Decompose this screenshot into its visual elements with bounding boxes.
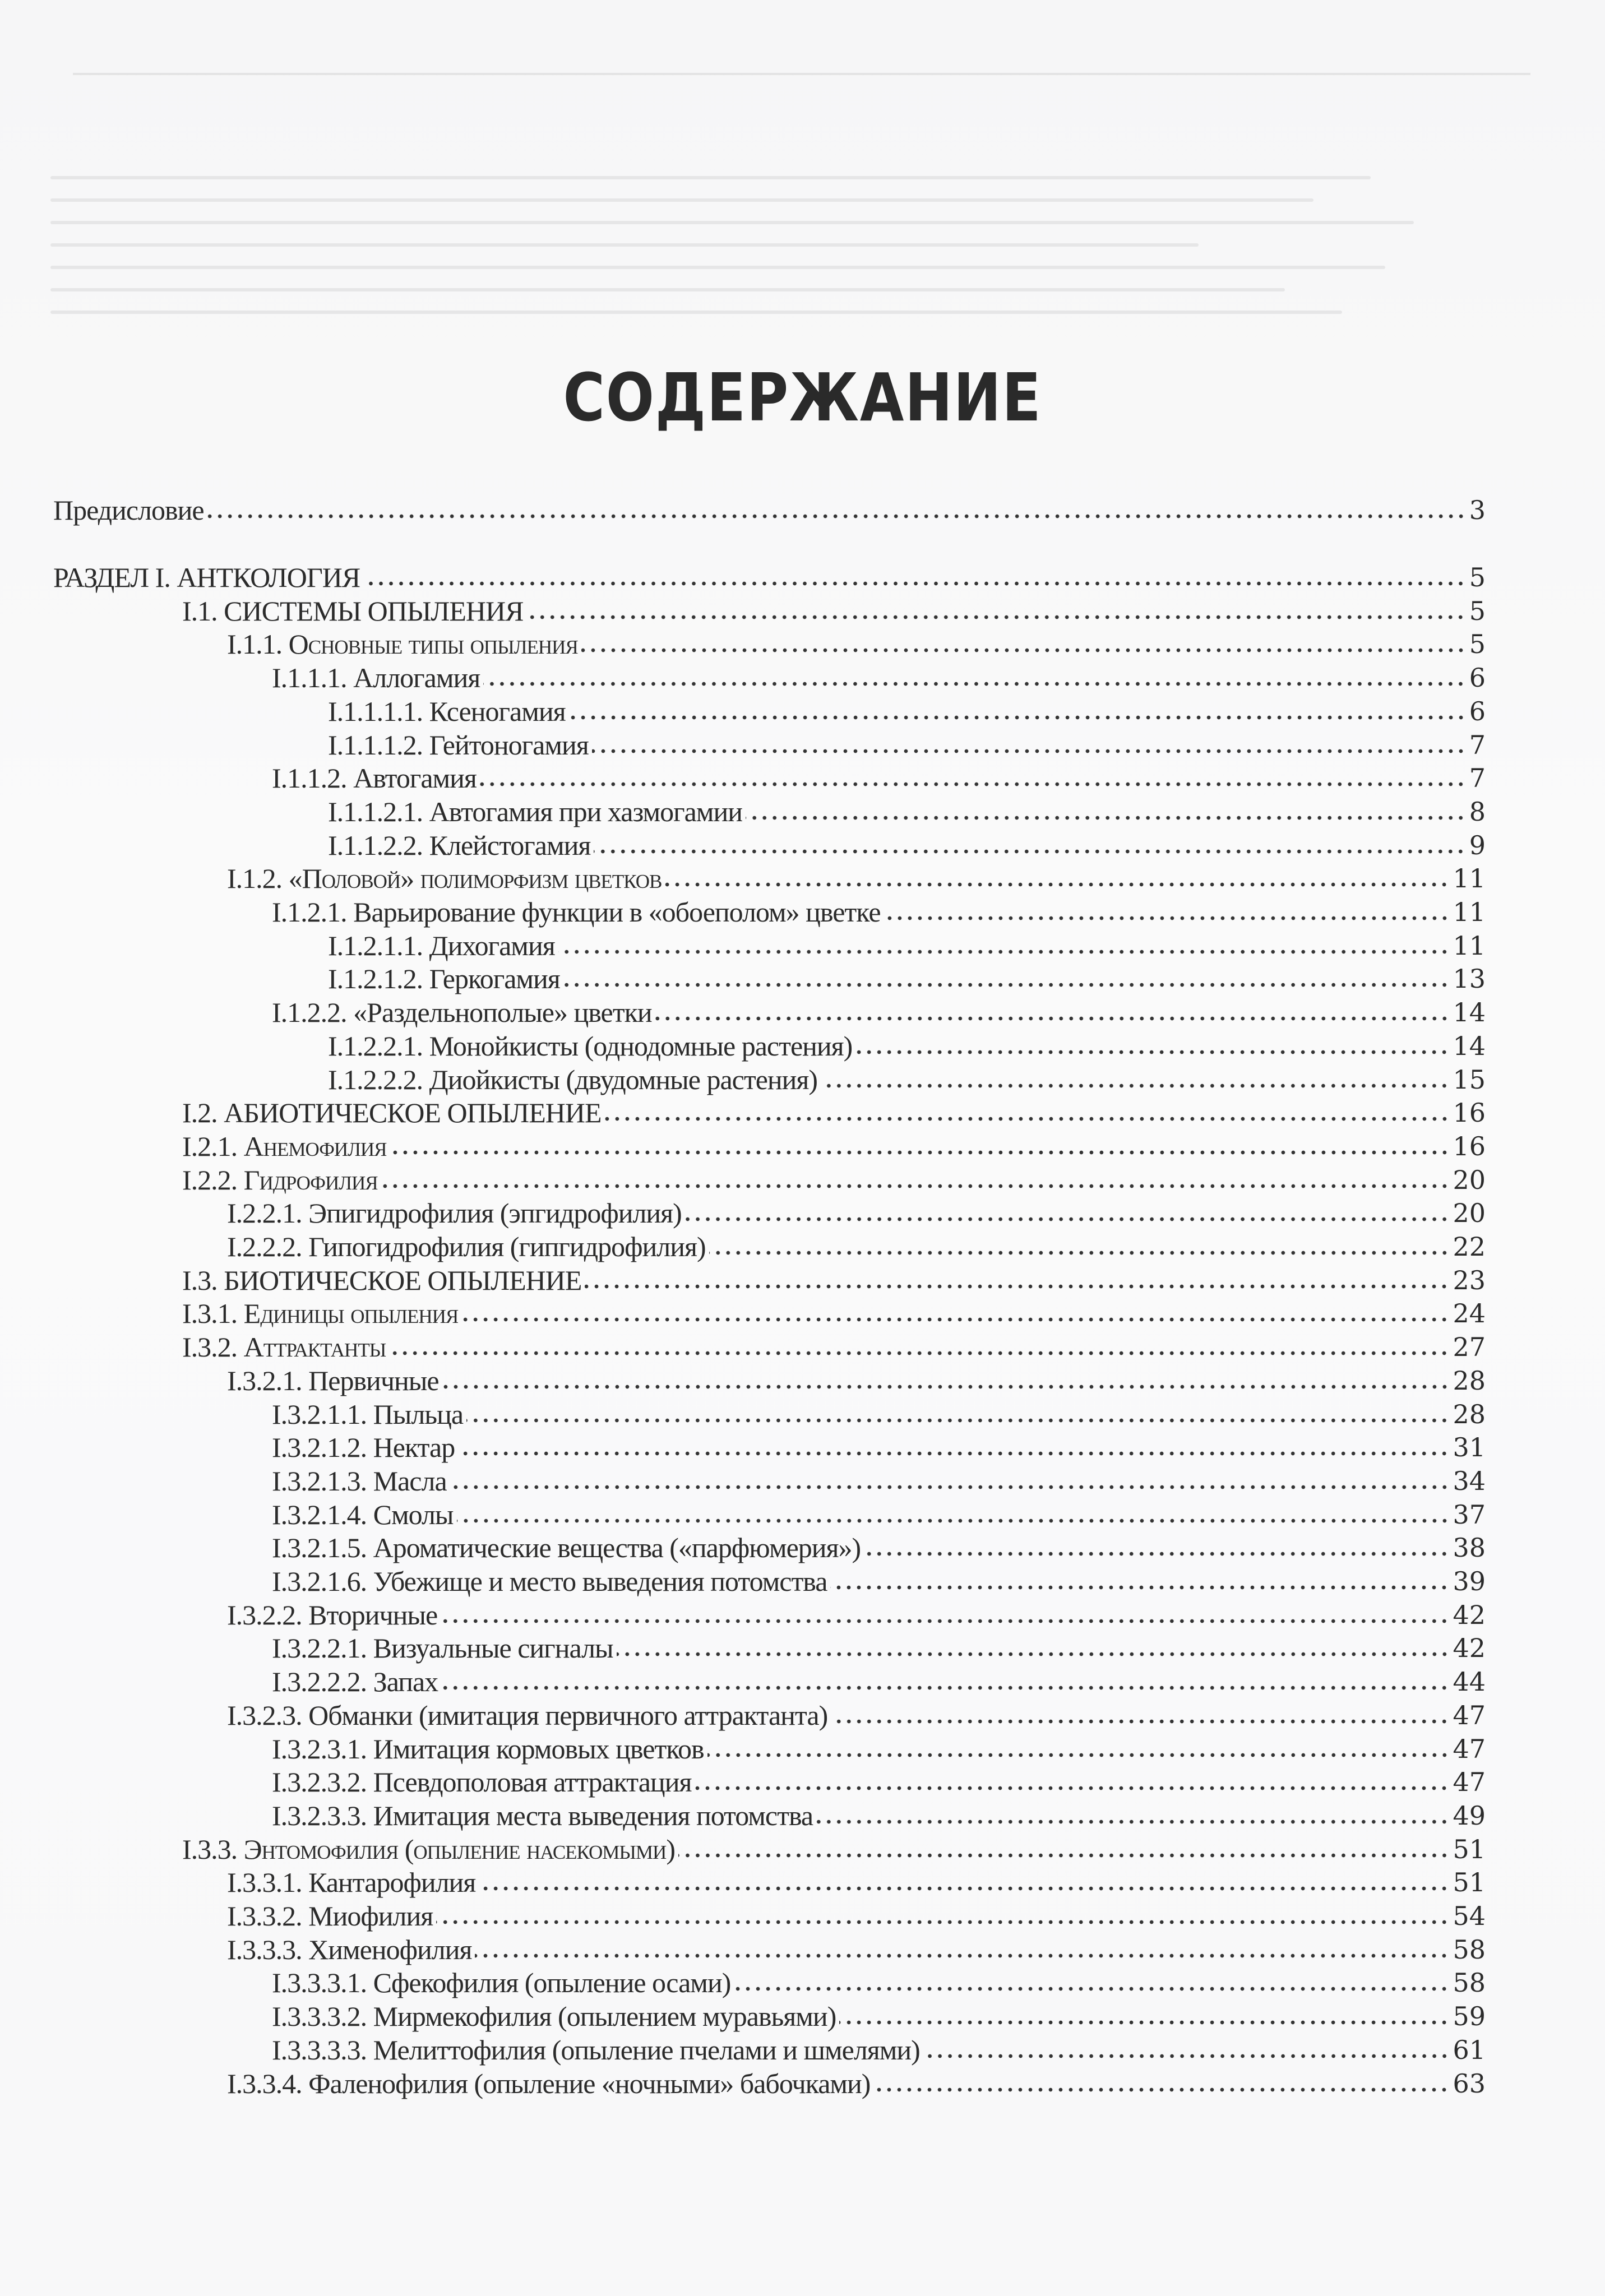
toc-page-number: 49 bbox=[1453, 1800, 1486, 1831]
toc-entry-title: I.3.2.3.1. Имитация кормовых цветков bbox=[272, 1733, 704, 1765]
toc-entry-title: I.3.2. Аттрактанты bbox=[182, 1331, 386, 1363]
toc-entry[interactable] bbox=[53, 594, 1486, 628]
toc-page-number: 11 bbox=[1453, 897, 1486, 927]
toc-entry-title: I.3.3.4. Фаленофилия (опыление «ночными» бабочками) bbox=[227, 2067, 871, 2099]
dot-leader bbox=[479, 1866, 1449, 1899]
toc-entry[interactable] bbox=[53, 1230, 1486, 1263]
dot-leader bbox=[441, 1665, 1449, 1698]
toc-entry[interactable] bbox=[53, 1564, 1486, 1598]
toc-page-number: 44 bbox=[1453, 1667, 1486, 1697]
toc-page-number: 23 bbox=[1453, 1265, 1486, 1295]
toc-entry[interactable] bbox=[53, 996, 1486, 1029]
toc-entry-title: I.3.2.2.1. Визуальные сигналы bbox=[272, 1632, 613, 1664]
toc-entry-title: I.3.2.1.1. Пыльца bbox=[272, 1398, 464, 1430]
toc-entry-title: I.3.2.3.3. Имитация места выведения потомства bbox=[272, 1799, 813, 1831]
dot-leader bbox=[442, 1364, 1450, 1397]
dot-leader bbox=[483, 661, 1465, 695]
toc-entry-title: I.2.2. Гидрофилия bbox=[182, 1164, 378, 1196]
dot-leader bbox=[389, 1330, 1449, 1364]
toc-entry[interactable] bbox=[53, 1464, 1486, 1498]
toc-entry-title: I.3.2.2.2. Запах bbox=[272, 1666, 438, 1698]
dot-leader bbox=[381, 1163, 1450, 1197]
toc-entry-title: I.1.1.2.1. Автогамия при хазмогамии bbox=[328, 795, 742, 827]
toc-entry[interactable] bbox=[53, 2033, 1486, 2067]
toc-entry[interactable] bbox=[53, 1029, 1486, 1063]
dot-leader bbox=[873, 2067, 1449, 2100]
toc-entry-title: I.3.3.3.3. Мелиттофилия (опыление пчелами и шмелями) bbox=[272, 2034, 920, 2066]
toc-page-number: 38 bbox=[1453, 1533, 1486, 1563]
dot-leader bbox=[436, 1899, 1449, 1933]
toc-entry[interactable] bbox=[53, 1799, 1486, 1832]
toc-entry[interactable] bbox=[53, 1866, 1486, 1899]
toc-entry-title: I.1.1.2.2. Клейстогамия bbox=[328, 829, 591, 861]
toc-page-number: 59 bbox=[1453, 2001, 1486, 2032]
reverse-side-bleed-through bbox=[50, 157, 1486, 493]
toc-entry-title: I.3.2.1.4. Смолы bbox=[272, 1498, 454, 1530]
toc-entry-title: I.3.3.1. Кантарофилия bbox=[227, 1867, 476, 1899]
dot-leader bbox=[594, 828, 1465, 862]
toc-entry[interactable] bbox=[53, 1598, 1486, 1632]
dot-leader bbox=[830, 1564, 1449, 1598]
toc-page-number: 58 bbox=[1453, 1968, 1486, 1998]
toc-entry[interactable] bbox=[53, 1698, 1486, 1732]
toc-entry[interactable] bbox=[53, 1899, 1486, 1933]
toc-entry[interactable] bbox=[53, 1364, 1486, 1397]
toc-entry[interactable] bbox=[53, 1933, 1486, 1966]
toc-page-number: 34 bbox=[1453, 1465, 1486, 1496]
toc-entry-title: I.3.2.1. Первичные bbox=[227, 1364, 439, 1396]
toc-entry-title: I.1.1. Основные типы опыления bbox=[227, 628, 578, 660]
dot-leader bbox=[746, 795, 1466, 828]
toc-entry-title: I.3.3. Энтомофилия (опыление насекомыми) bbox=[182, 1833, 675, 1865]
toc-page-number: 47 bbox=[1453, 1700, 1486, 1730]
toc-entry-title: I.1.2. «Половой» полиморфизм цветков bbox=[227, 863, 662, 895]
toc-entry[interactable] bbox=[53, 1531, 1486, 1564]
dot-leader bbox=[695, 1765, 1449, 1799]
toc-entry-title: I.1.2.2.2. Диойкисты (двудомные растения) bbox=[328, 1063, 818, 1095]
dot-leader bbox=[864, 1531, 1449, 1564]
dot-leader bbox=[207, 493, 1466, 527]
toc-entry-title: I.3.3.3. Хименофилия bbox=[227, 1933, 472, 1965]
toc-page-number: 5 bbox=[1469, 595, 1486, 626]
toc-page-number: 31 bbox=[1453, 1432, 1486, 1463]
dot-leader bbox=[592, 728, 1466, 762]
dot-leader bbox=[526, 594, 1465, 628]
toc-entry-title: I.3.2.1.5. Ароматические вещества («парфюмерия») bbox=[272, 1532, 861, 1564]
toc-entry[interactable] bbox=[53, 929, 1486, 962]
dot-leader bbox=[855, 1029, 1449, 1063]
toc-page-number: 58 bbox=[1453, 1934, 1486, 1965]
toc-entry-title: I.2.2.2. Гипогидрофилия (гипгидрофилия) bbox=[227, 1231, 706, 1262]
toc-entry[interactable] bbox=[53, 728, 1486, 762]
toc-page-number: 63 bbox=[1453, 2068, 1486, 2099]
toc-page-number: 5 bbox=[1469, 562, 1486, 592]
toc-page-number: 61 bbox=[1453, 2034, 1486, 2065]
dot-leader bbox=[839, 1999, 1449, 2033]
toc-entry-title: I.3.3.3.1. Сфекофилия (опыление осами) bbox=[272, 1967, 731, 1999]
toc-entry-title: I.2. АБИОТИЧЕСКОЕ ОПЫЛЕНИЕ bbox=[182, 1097, 602, 1129]
toc-entry[interactable] bbox=[53, 1330, 1486, 1364]
toc-entry-title: I.3.2.3. Обманки (имитация первичного аттрактанта) bbox=[227, 1699, 828, 1731]
dot-leader bbox=[678, 1832, 1449, 1866]
toc-entry[interactable] bbox=[53, 1999, 1486, 2033]
toc-entry[interactable] bbox=[53, 761, 1486, 795]
toc-page-number: 15 bbox=[1453, 1064, 1486, 1095]
dot-leader bbox=[558, 929, 1450, 962]
toc-page-number: 3 bbox=[1469, 495, 1486, 525]
toc-entry[interactable] bbox=[53, 1297, 1486, 1330]
dot-leader bbox=[569, 695, 1466, 728]
dot-leader bbox=[605, 1096, 1450, 1130]
toc-entry-title: I.1.2.2. «Раздельнополые» цветки bbox=[272, 997, 652, 1029]
dot-leader bbox=[480, 761, 1466, 795]
toc-page-number: 28 bbox=[1453, 1365, 1486, 1396]
toc-entry-title: I.1.1.1. Аллогамия bbox=[272, 662, 480, 694]
toc-entry[interactable] bbox=[53, 2067, 1486, 2100]
toc-entry-title: I.1.1.1.1. Ксеногамия bbox=[328, 695, 566, 727]
page-title: СОДЕРЖАНИЕ bbox=[563, 359, 1042, 436]
toc-entry[interactable] bbox=[53, 561, 1486, 594]
dot-leader bbox=[734, 1966, 1449, 1999]
dot-leader bbox=[821, 1063, 1449, 1096]
toc-page-number: 37 bbox=[1453, 1499, 1486, 1530]
toc-page-number: 6 bbox=[1469, 696, 1486, 726]
toc-entry[interactable] bbox=[53, 795, 1486, 828]
toc-entry[interactable] bbox=[53, 1966, 1486, 1999]
toc-entry-title: I.3.2.1.3. Масла bbox=[272, 1465, 447, 1497]
dot-leader bbox=[831, 1698, 1449, 1732]
toc-entry-title: I.1.1.1.2. Гейтоногамия bbox=[328, 729, 589, 761]
toc-page-number: 39 bbox=[1453, 1566, 1486, 1596]
dot-leader bbox=[390, 1130, 1450, 1163]
toc-page-number: 42 bbox=[1453, 1599, 1486, 1630]
toc-entry-title: I.2.2.1. Эпигидрофилия (эпгидрофилия) bbox=[227, 1197, 682, 1229]
toc-page-number: 16 bbox=[1453, 1098, 1486, 1128]
toc-page-number: 11 bbox=[1453, 930, 1486, 961]
dot-leader bbox=[585, 1263, 1449, 1297]
toc-entry[interactable] bbox=[53, 661, 1486, 695]
toc-entry-title: I.3.2.1.2. Нектар bbox=[272, 1432, 455, 1464]
toc-page-number: 54 bbox=[1453, 1901, 1486, 1931]
toc-entry-title: I.3. БИОТИЧЕСКОЕ ОПЫЛЕНИЕ bbox=[182, 1264, 582, 1296]
dot-leader bbox=[441, 1598, 1449, 1632]
toc-entry[interactable] bbox=[53, 962, 1486, 996]
toc-page-number: 51 bbox=[1453, 1867, 1486, 1898]
toc-page-number: 13 bbox=[1453, 964, 1486, 994]
toc-page-number: 20 bbox=[1453, 1164, 1486, 1195]
dot-leader bbox=[617, 1631, 1450, 1665]
toc-page-number: 28 bbox=[1453, 1399, 1486, 1429]
dot-leader bbox=[655, 996, 1450, 1029]
toc-entry-title: I.2.1. Анемофилия bbox=[182, 1130, 387, 1162]
toc-entry-title: I.3.2.1.6. Убежище и место выведения потомства bbox=[272, 1566, 827, 1597]
toc-entry[interactable] bbox=[53, 1196, 1486, 1230]
dot-leader bbox=[884, 895, 1450, 929]
dot-leader bbox=[450, 1464, 1450, 1498]
toc-entry[interactable] bbox=[53, 828, 1486, 862]
dot-leader bbox=[665, 862, 1449, 895]
toc-page-number: 16 bbox=[1453, 1131, 1486, 1161]
toc-entry-title: I.3.1. Единицы опыления bbox=[182, 1298, 459, 1330]
toc-entry[interactable] bbox=[53, 1498, 1486, 1531]
toc-page-number: 9 bbox=[1469, 830, 1486, 860]
dot-leader bbox=[923, 2033, 1450, 2067]
toc-entry-title: I.1.2.1.1. Дихогамия bbox=[328, 929, 555, 961]
toc-page-number: 6 bbox=[1469, 663, 1486, 693]
dot-leader bbox=[458, 1431, 1449, 1464]
toc-page-number: 51 bbox=[1453, 1834, 1486, 1864]
toc-entry[interactable] bbox=[53, 895, 1486, 929]
toc-entry[interactable] bbox=[53, 862, 1486, 895]
dot-leader bbox=[707, 1732, 1450, 1766]
toc-entry-title: I.1. СИСТЕМЫ ОПЫЛЕНИЯ bbox=[182, 595, 524, 627]
toc-entry-title: I.1.2.1.2. Геркогамия bbox=[328, 963, 560, 995]
toc-entry[interactable] bbox=[53, 1263, 1486, 1297]
dot-leader bbox=[563, 962, 1450, 996]
dot-leader bbox=[581, 627, 1466, 661]
toc-entry-title: I.1.2.1. Варьирование функции в «обоеполом» цветке bbox=[272, 896, 881, 928]
toc-page-number: 42 bbox=[1453, 1633, 1486, 1664]
toc-entry-title: I.1.1.2. Автогамия bbox=[272, 762, 477, 794]
toc-page-number: 11 bbox=[1453, 863, 1486, 894]
dot-leader bbox=[466, 1397, 1449, 1431]
toc-page-number: 14 bbox=[1453, 1030, 1486, 1061]
toc-entry[interactable] bbox=[53, 1130, 1486, 1163]
toc-page-number: 7 bbox=[1469, 763, 1486, 794]
dot-leader bbox=[816, 1799, 1449, 1832]
toc-page-number: 27 bbox=[1453, 1332, 1486, 1363]
toc-entry[interactable] bbox=[53, 1163, 1486, 1197]
toc-page-number: 47 bbox=[1453, 1733, 1486, 1764]
toc-entry[interactable] bbox=[53, 1765, 1486, 1799]
dot-leader bbox=[709, 1230, 1450, 1263]
toc-entry[interactable] bbox=[53, 1096, 1486, 1130]
dot-leader bbox=[457, 1498, 1450, 1531]
toc-page-number: 22 bbox=[1453, 1232, 1486, 1262]
toc-entry[interactable] bbox=[53, 1431, 1486, 1464]
toc-page-number: 24 bbox=[1453, 1298, 1486, 1329]
toc-entry[interactable] bbox=[53, 1665, 1486, 1698]
toc-page-number: 7 bbox=[1469, 729, 1486, 760]
dot-leader bbox=[685, 1196, 1450, 1230]
dot-leader bbox=[461, 1297, 1449, 1330]
toc-entry[interactable] bbox=[53, 1063, 1486, 1096]
toc-entry[interactable] bbox=[53, 1732, 1486, 1766]
toc-page-number: 20 bbox=[1453, 1198, 1486, 1229]
toc-entry-title: Предисловие bbox=[53, 494, 204, 526]
toc-page-number: 8 bbox=[1469, 796, 1486, 827]
toc-page-number: 14 bbox=[1453, 997, 1486, 1028]
dot-leader bbox=[475, 1933, 1449, 1966]
toc-entry[interactable] bbox=[53, 1397, 1486, 1431]
toc-entry-title: I.3.3.2. Миофилия bbox=[227, 1900, 433, 1932]
toc-entry[interactable] bbox=[53, 695, 1486, 728]
toc-entry-title: I.3.2.3.2. Псевдополовая аттрактация bbox=[272, 1766, 692, 1798]
toc-page-number: 47 bbox=[1453, 1767, 1486, 1798]
toc-entry-title: I.3.3.3.2. Мирмекофилия (опылением муравьями) bbox=[272, 2001, 836, 2033]
toc-entry[interactable] bbox=[53, 1832, 1486, 1866]
toc-page-number: 5 bbox=[1469, 629, 1486, 660]
dot-leader bbox=[363, 561, 1466, 594]
toc-entry-title: I.3.2.2. Вторичные bbox=[227, 1599, 438, 1631]
toc-entry-title: РАЗДЕЛ I. АНТКОЛОГИЯ bbox=[53, 562, 360, 593]
toc-entry[interactable] bbox=[53, 627, 1486, 661]
toc-entry[interactable] bbox=[53, 1631, 1486, 1665]
toc-entry[interactable] bbox=[53, 493, 1486, 527]
toc-entry-title: I.1.2.2.1. Монойкисты (однодомные растения) bbox=[328, 1030, 853, 1062]
